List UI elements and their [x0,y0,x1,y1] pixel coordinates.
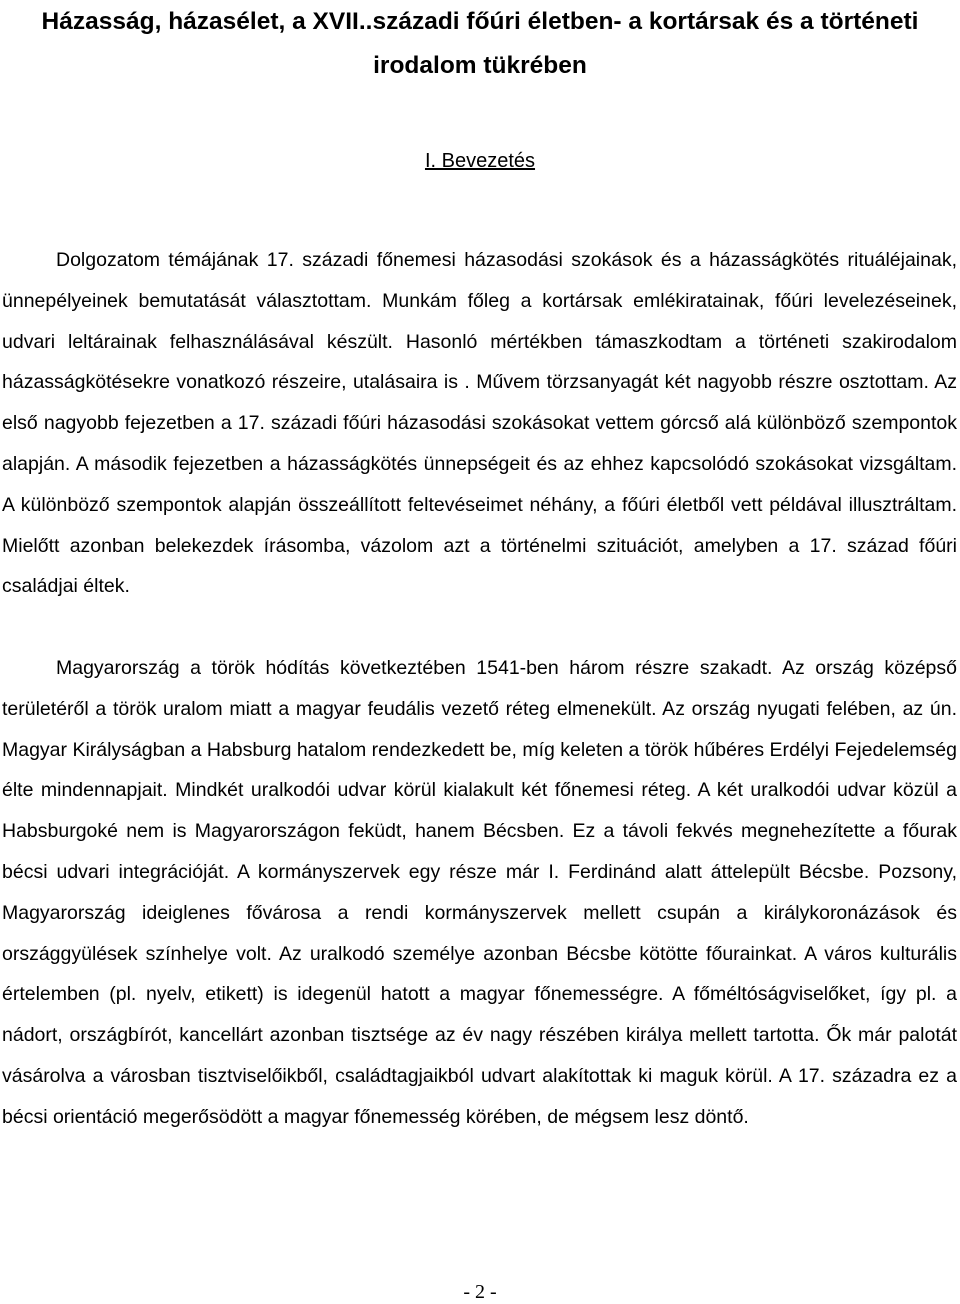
document-title: Házasság, házasélet, a XVII..századi főúri életben- a kortársak és a történeti irodalom tükrében [41,8,919,79]
paragraph-text: Magyarország a török hódítás következtében 1541-ben három részre szakadt. Az ország középső területéről a török uralom miatt a magyar feudális vezető réteg elmenekült. Az ország nyugati felében, az ún. Magyar Királyságban a Habsburg hatalom rendezkedett be, míg keleten a török hűbéres Erdélyi Fejedelemség élte mindennapjait. Mindkét uralkodói udvar körül kialakult két főnemesi réteg. A két uralkodói udvar közül a Habsburgoké nem is Magyarországon feküdt, hanem Bécsben. Ez a távoli fekvés megnehezítette a főurak bécsi udvari integrációját. A kormányszervek egy része már I. Ferdinánd alatt áttelepült Bécsbe. Pozsony, Magyarország ideiglenes fővárosa a rendi kormányszervek mellett csupán a királykoronázások és országgyülések színhelye volt. Az uralkodó személye azonban Bécsbe kötötte főurainkat. A város kulturális értelemben (pl. nyelv, etikett) is idegenül hatott a magyar főnemességre. A főméltóságviselőket, így pl. a nádort, országbírót, kancellárt azonban tisztsége az év nagy részében királya mellett tartotta. Ők már palotát vásárolva a városban tisztviselőikből, családtagjaikból udvart alakítottak ki maguk körül. A 17. századra ez a bécsi orientáció megerősödött a magyar főnemesség körében, de mégsem lesz döntő. [2,657,957,1128]
body-paragraph [2,240,957,607]
page-number: - 2 - [463,1281,497,1303]
body-paragraph [2,648,957,1138]
section-heading: I. Bevezetés [424,150,536,172]
paragraph-text: Dolgozatom témájának 17. századi főnemesi házasodási szokások és a házasságkötés rituáléjainak, ünnepélyeinek bemutatását választottam. Munkám főleg a kortársak emlékiratainak, főúri levelezéseinek, udvari leltárainak felhasználásával készült. Hasonló mértékben támaszkodtam a történeti szakirodalom házasságkötésekre vonatkozó részeire, utalásaira is . Művem törzsanyagát két nagyobb részre osztottam. Az első nagyobb fejezetben a 17. századi főúri házasodási szokásokat vettem górcső alá különböző szempontok alapján. A második fejezetben a házasságkötés ünnepségeit és az ehhez kapcsolódó szokásokat vizsgáltam. A különböző szempontok alapján összeállított feltevéseimet néhány, a főúri életből vett példával illusztráltam. Mielőtt azonban belekezdek írásomba, vázolom azt a történelmi szituációt, amelyben a 17. század főúri családjai éltek. [2,249,957,598]
